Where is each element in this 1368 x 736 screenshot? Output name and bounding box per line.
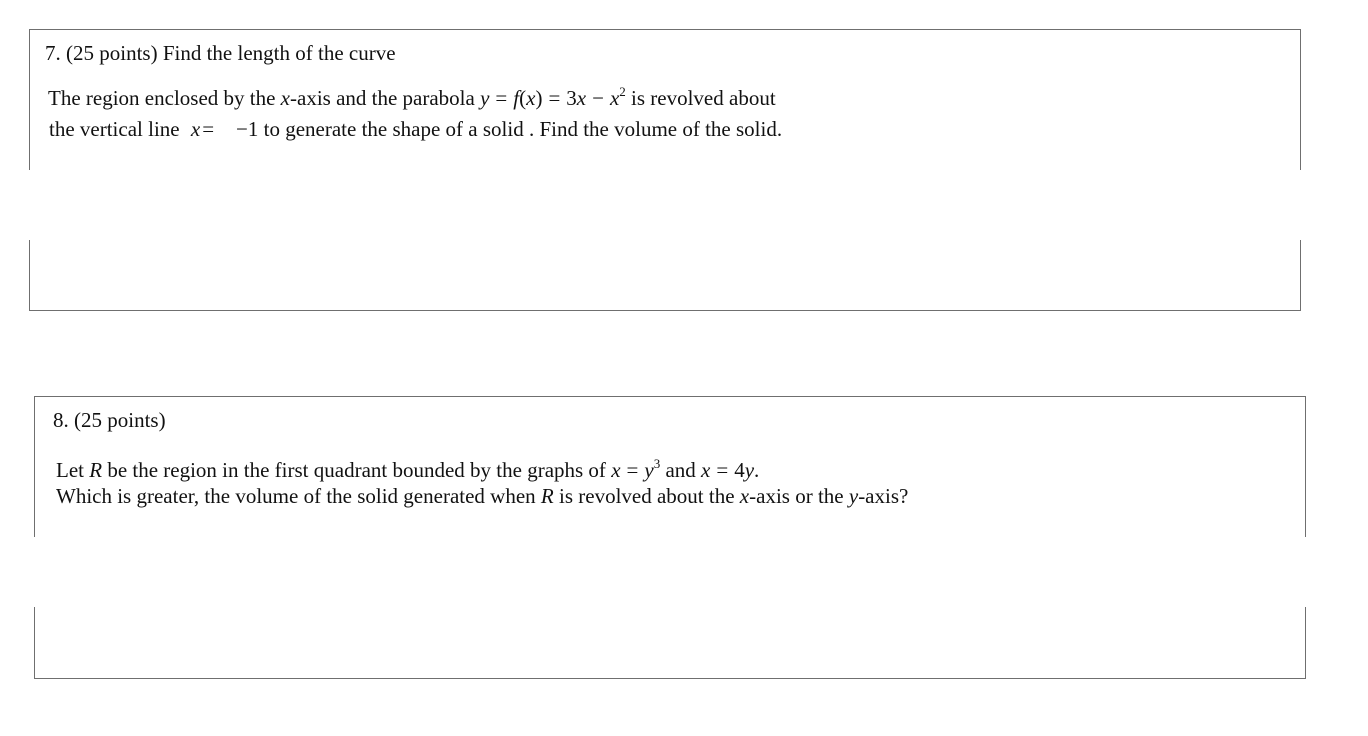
text: and [660,458,702,482]
eq1-exponent: 3 [653,456,661,471]
eq2-x: x [701,458,711,482]
var-R: R [540,484,554,508]
eq-minus: − [592,86,604,110]
eq-equals-2: = [548,86,561,110]
text: Let [56,458,90,482]
eq1-equals: = [626,458,639,482]
text: -axis and the parabola [290,86,481,110]
eq-exponent: 2 [619,84,626,99]
problem-7-header [45,41,396,65]
text: is revolved about the [553,484,740,508]
eq-f: f [513,86,520,110]
text: The region enclosed by the [48,86,281,110]
eq2-equals: = [716,458,729,482]
eq1-y: y [644,458,654,482]
eq-y: y [480,86,490,110]
eq-3x: x [576,86,587,110]
border-gap [29,170,30,240]
text: is revolved about [625,86,776,110]
problem-7-box [29,29,1301,311]
eq1-x: x [611,458,621,482]
period: . [754,458,760,482]
problem-7-line-2 [49,117,782,141]
eq-equals: = [495,86,508,110]
eq-3: 3 [566,86,577,110]
problem-8-header-text: 8. (25 points) [53,408,166,432]
text: the vertical line [49,117,185,141]
line-value: −1 [236,117,259,141]
eq-lparen: ( [519,86,527,110]
eq-x2: x [609,86,620,110]
border-gap [1305,537,1306,607]
text: be the region in the first quadrant bounded by the graphs of [102,458,612,482]
border-gap [1300,170,1301,240]
var-R: R [89,458,103,482]
problem-8-line-2 [56,484,908,508]
problem-8-line-1 [56,458,759,482]
eq-fx: x [526,86,536,110]
var-x: x [739,484,750,508]
var-x: x [280,86,290,110]
line-equals: = [202,117,215,141]
problem-8-box [34,396,1306,679]
eq-rparen: ) [535,86,543,110]
problem-7-header-text: 7. (25 points) Find the length of the curve [45,41,396,65]
eq2-y: y [744,458,755,482]
problem-7-line-1 [48,86,776,110]
text: -axis or the [749,484,849,508]
var-y: y [848,484,859,508]
eq2-4: 4 [734,458,745,482]
text: to generate the shape of a solid . Find the volume of the solid. [258,117,783,141]
problem-8-header [53,408,166,432]
text: -axis? [858,484,909,508]
text: Which is greater, the volume of the solid generated when [56,484,541,508]
line-x: x [190,117,201,141]
border-gap [34,537,35,607]
